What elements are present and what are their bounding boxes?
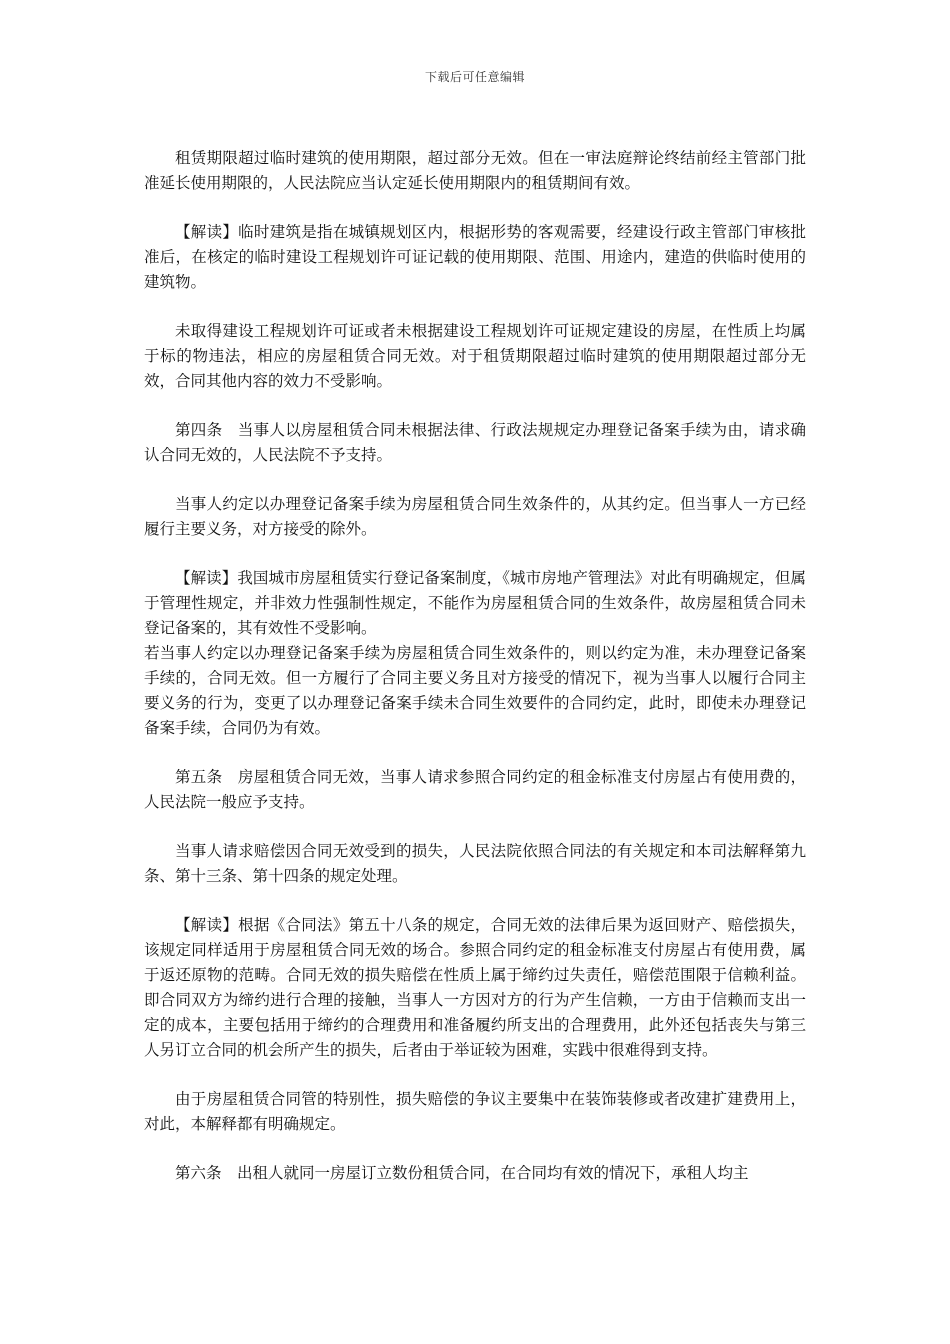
article-6-paragraph (144, 1161, 806, 1186)
article-text: 当事人以房屋租赁合同未根据法律、行政法规规定办理登记备案手续为由，请求确认合同无效的，人民法院不予支持。 (144, 421, 806, 464)
page-header: 下载后可任意编辑 (424, 70, 525, 84)
document-body (144, 146, 806, 1210)
paragraph: 若当事人约定以办理登记备案手续为房屋租赁合同生效条件的，则以约定为准，未办理登记备案手续的，合同无效。但一方履行了合同主要义务且对方接受的情况下，视为当事人以履行合同主要义务的行为，变更了以办理登记备案手续未合同生效要件的合同约定，此时，即使未办理登记备案手续，合同仍为有效。 (144, 644, 806, 737)
article-5-paragraph (144, 765, 806, 815)
interpretation-paragraph: 【解读】临时建筑是指在城镇规划区内，根据形势的客观需要，经建设行政主管部门审核批准后，在核定的临时建设工程规划许可证记载的使用期限、范围、用途内，建造的供临时使用的建筑物。 (144, 223, 806, 291)
paragraph: 由于房屋租赁合同管的特别性，损失赔偿的争议主要集中在装饰装修或者改建扩建费用上，对此，本解释都有明确规定。 (144, 1090, 806, 1133)
paragraph: 租赁期限超过临时建筑的使用期限，超过部分无效。但在一审法庭辩论终结前经主管部门批准延长使用期限的，人民法院应当认定延长使用期限内的租赁期间有效。 (144, 149, 806, 192)
article-number: 第六条 (175, 1164, 222, 1182)
paragraph: 未取得建设工程规划许可证或者未根据建设工程规划许可证规定建设的房屋，在性质上均属于标的物违法，相应的房屋租赁合同无效。对于租赁期限超过临时建筑的使用期限超过部分无效，合同其他内容的效力不受影响。 (144, 322, 806, 390)
article-text: 出租人就同一房屋订立数份租赁合同，在合同均有效的情况下，承租人均主 (237, 1164, 749, 1182)
article-4-paragraph (144, 418, 806, 468)
paragraph: 当事人约定以办理登记备案手续为房屋租赁合同生效条件的，从其约定。但当事人一方已经履行主要义务，对方接受的除外。 (144, 495, 806, 538)
article-text: 房屋租赁合同无效，当事人请求参照合同约定的租金标准支付房屋占有使用费的，人民法院一般应予支持。 (144, 768, 806, 811)
article-number: 第五条 (175, 768, 223, 786)
article-number: 第四条 (175, 421, 223, 439)
paragraph: 当事人请求赔偿因合同无效受到的损失，人民法院依照合同法的有关规定和本司法解释第九条、第十三条、第十四条的规定处理。 (144, 842, 806, 885)
interpretation-paragraph: 【解读】根据《合同法》第五十八条的规定，合同无效的法律后果为返回财产、赔偿损失，该规定同样适用于房屋租赁合同无效的场合。参照合同约定的租金标准支付房屋占有使用费，属于返还原物的范畴。合同无效的损失赔偿在性质上属于缔约过失责任，赔偿范围限于信赖利益。即合同双方为缔约进行合理的接触，当事人一方因对方的行为产生信赖，一方由于信赖而支出一定的成本，主要包括用于缔约的合理费用和准备履约所支出的合理费用，此外还包括丧失与第三人另订立合同的机会所产生的损失，后者由于举证较为困难，实践中很难得到支持。 (144, 916, 806, 1059)
interpretation-paragraph: 【解读】我国城市房屋租赁实行登记备案制度，《城市房地产管理法》对此有明确规定，但属于管理性规定，并非效力性强制性规定，不能作为房屋租赁合同的生效条件，故房屋租赁合同未登记备案的，其有效性不受影响。 (144, 569, 806, 637)
